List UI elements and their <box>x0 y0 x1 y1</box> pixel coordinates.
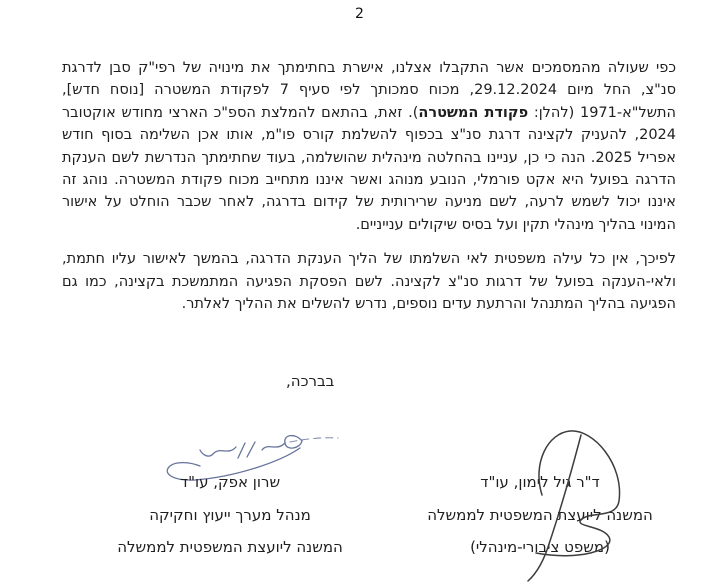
letter-body <box>62 57 676 327</box>
paragraph-1 <box>62 57 676 236</box>
page-number: 2 <box>355 6 364 22</box>
signatory-left-name: שרון אפק, עו"ד <box>179 473 281 491</box>
signatory-right-title-2: (משפט ציבורי-מינהלי) <box>470 538 610 556</box>
signature-block-left <box>100 472 360 570</box>
paragraph-1-text-start: כפי שעולה מהמסמכים אשר התקבלו אצלנו, אישרת בחתימתך את מינויה של רפי"ק סבן לדרגת סנ"צ, החל מיום 29.12.2024, מכוח סמכותך לפי סעיף 7 לפקודת המשטרה [נוסח חדש], התשל"א-1971 (להלן: <box>62 60 676 121</box>
signatory-right-title-1: המשנה ליועצת המשפטית לממשלה <box>427 505 653 524</box>
paragraph-2: לפיכך, אין כל עילה משפטית לאי השלמתו של הליך הענקת הדרגה, בהמשך לאישור עליו חתמת, ולאי-הענקה בפועל של דרגות סנ"צ לקצינה. לשם הפסקת הפגיעה המתמשכת בקצינה, כמו גם הפגיעה בהליך המתנהל והרתעת עדים נוספים, נדרש להשלים את ההליך לאלתר. <box>62 251 676 313</box>
paragraph-1-bold-term: פקודת המשטרה <box>418 104 529 121</box>
signature-block-right <box>410 472 670 570</box>
closing-salutation: בברכה, <box>286 372 335 390</box>
signatory-left-title-1: מנהל מערך ייעוץ וחקיקה <box>149 505 311 524</box>
signatory-left-title-2: המשנה ליועצת המשפטית לממשלה <box>117 538 343 556</box>
paragraph-1-text-end: ). זאת, בהתאם להמלצת הספ"כ הארצי מחודש אוקטובר 2024, להעניק לקצינה דרגת סנ"צ בכפוף להשלמת קורס פו"מ, אותו אכן השלימה בסוף חודש אפריל 2025. הנה כי כן, עניינו בהחלטה מינהלית שהושלמה, בעוד שחתימתך הנדרשת לשם הענקת הדרגה בפועל היא אקט פורמלי, הנובע מנוהג ואשר איננו מתחייב מכוח פקודת המשטרה. נוהג זה איננו יכול לשמש לרעה, לשם מניעה שרירותית של קידום בדרגה, לאחר שכבר הוחלט על אישור המינוי בהליך מינהלי תקין ועל בסיס שיקולים ענייניים. <box>62 104 677 233</box>
signatory-right-name: ד"ר גיל לימון, עו"ד <box>480 473 600 491</box>
